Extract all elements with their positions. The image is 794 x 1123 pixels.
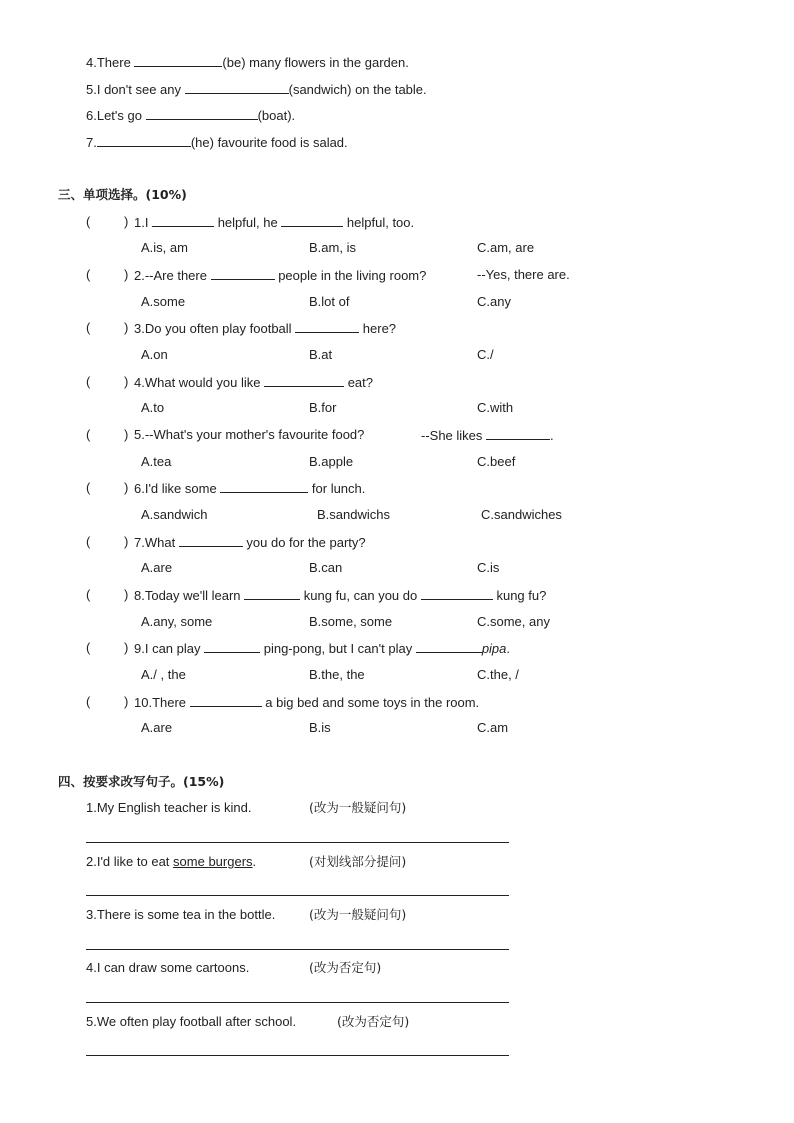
question-text: 2.--Are there [134,268,211,283]
option-a[interactable]: A.tea [141,454,172,469]
fill-item-text: 4.There [86,55,135,70]
question-text: pipa [481,641,507,656]
paren-close: ) [124,480,129,495]
option-c[interactable]: C.with [477,400,514,415]
question-text: people in the living room? [274,268,427,283]
paren-close: ) [124,534,129,549]
paren-close: ) [124,267,129,282]
paren-open: ( [86,427,91,442]
rewrite-text: 2.I'd like to eat [86,854,174,869]
answer-blank[interactable] [416,640,482,653]
question-text: helpful, he [214,215,282,230]
rewrite-instruction: (对划线部分提问) [309,854,407,869]
answer-blank[interactable] [146,107,258,120]
option-b[interactable]: B.can [309,560,343,575]
fill-item-text: (sandwich) on the table. [288,82,427,97]
answer-line[interactable] [86,949,509,950]
option-a[interactable]: A./ , the [141,667,186,682]
rewrite-instruction: (改为一般疑问句) [309,800,407,815]
rewrite-instruction: (改为一般疑问句) [309,907,407,922]
option-a[interactable]: A.to [141,400,165,415]
mc-question-8 [134,587,546,604]
answer-blank[interactable] [244,587,300,600]
reply-text: --Yes, there are. [477,267,570,282]
fill-item-text: 7. [86,135,97,150]
question-text: a big bed and some toys in the room. [261,695,480,710]
option-b[interactable]: B.some, some [309,614,393,629]
mc-question-5 [134,427,364,443]
fill-item-text: (be) many flowers in the garden. [222,55,409,70]
section-title-rewrite: 四、按要求改写句子。(15%) [58,774,225,789]
fill-item-text: 6.Let's go [86,108,146,123]
answer-blank[interactable] [204,640,260,653]
option-c[interactable]: C.any [477,294,511,309]
rewrite-item-1: 1.My English teacher is kind. [86,800,252,815]
mc-question-1 [134,214,414,231]
mc-question-10 [134,694,479,711]
fill-item-6 [86,107,295,124]
option-a[interactable]: A.sandwich [141,507,208,522]
option-b[interactable]: B.for [309,400,337,415]
question-text: . [550,428,554,443]
paren-open: ( [86,267,91,282]
answer-blank[interactable] [220,480,308,493]
option-c[interactable]: C.am [477,720,509,735]
option-c[interactable]: C.am, are [477,240,535,255]
rewrite-item-4: 4.I can draw some cartoons. [86,960,250,975]
option-c[interactable]: C.beef [477,454,516,469]
answer-blank[interactable] [281,214,343,227]
paren-open: ( [86,534,91,549]
question-text: 7.What [134,535,179,550]
fill-item-7 [86,134,348,151]
question-text: 1.I [134,215,153,230]
question-text: kung fu, can you do [300,588,421,603]
mc-question-9 [134,640,510,657]
answer-blank[interactable] [97,134,191,147]
answer-blank[interactable] [134,54,222,67]
option-b[interactable]: B.is [309,720,331,735]
fill-item-5 [86,81,427,98]
fill-item-4 [86,54,409,71]
option-b[interactable]: B.the, the [309,667,365,682]
option-a[interactable]: A.is, am [141,240,188,255]
question-text: --She likes [421,428,487,443]
answer-blank[interactable] [295,320,359,333]
option-b[interactable]: B.am, is [309,240,356,255]
option-c[interactable]: C.some, any [477,614,550,629]
question-text: 9.I can play [134,641,205,656]
mc-question-4 [134,374,373,391]
answer-line[interactable] [86,1002,509,1003]
answer-blank[interactable] [185,81,289,94]
fill-item-text: (boat). [257,108,296,123]
question-text: here? [359,321,397,336]
paren-close: ) [124,427,129,442]
question-text: kung fu? [492,588,547,603]
option-c[interactable]: C./ [477,347,494,362]
option-c[interactable]: C.is [477,560,500,575]
rewrite-item-3: 3.There is some tea in the bottle. [86,907,276,922]
option-b[interactable]: B.sandwichs [317,507,390,522]
option-b[interactable]: B.at [309,347,333,362]
question-text: 10.There [134,695,190,710]
answer-blank[interactable] [421,587,493,600]
question-text: 4.What would you like [134,375,265,390]
paren-close: ) [124,214,129,229]
paren-open: ( [86,214,91,229]
underlined-phrase: some burgers [173,854,253,869]
section-title-multiple-choice: 三、单项选择。(10%) [58,187,187,202]
question-text: 6.I'd like some [134,481,221,496]
reply-text [421,427,554,444]
question-text: . [506,641,511,656]
option-a[interactable]: A.some [141,294,186,309]
paren-open: ( [86,374,91,389]
question-text: ping-pong, but I can't play [260,641,416,656]
answer-blank[interactable] [152,214,214,227]
paren-open: ( [86,320,91,335]
answer-blank[interactable] [264,374,344,387]
paren-close: ) [124,640,129,655]
paren-open: ( [86,587,91,602]
paren-open: ( [86,694,91,709]
option-a[interactable]: A.on [141,347,168,362]
option-b[interactable]: B.apple [309,454,354,469]
question-text: eat? [344,375,373,390]
option-a[interactable]: A.are [141,720,173,735]
question-text: you do for the party? [242,535,366,550]
answer-line[interactable] [86,1055,509,1056]
rewrite-instruction: (改为否定句) [337,1014,410,1029]
paren-close: ) [124,320,129,335]
paren-open: ( [86,480,91,495]
mc-question-6 [134,480,365,497]
rewrite-item-5: 5.We often play football after school. [86,1014,297,1029]
question-text: 5.--What's your mother's favourite food? [134,427,365,442]
option-c[interactable]: C.the, / [477,667,519,682]
answer-blank[interactable] [486,427,550,440]
paren-close: ) [124,694,129,709]
option-a[interactable]: A.any, some [141,614,213,629]
paren-open: ( [86,640,91,655]
rewrite-instruction: (改为否定句) [309,960,382,975]
mc-question-3 [134,320,396,337]
mc-question-7 [134,534,366,551]
answer-line[interactable] [86,895,509,896]
option-c[interactable]: C.sandwiches [481,507,562,522]
answer-blank[interactable] [211,267,275,280]
rewrite-item-2 [86,854,256,870]
question-text: 8.Today we'll learn [134,588,245,603]
option-a[interactable]: A.are [141,560,173,575]
option-b[interactable]: B.lot of [309,294,350,309]
paren-close: ) [124,374,129,389]
question-text: for lunch. [308,481,366,496]
answer-blank[interactable] [190,694,262,707]
question-text: 3.Do you often play football [134,321,296,336]
mc-question-2 [134,267,426,284]
paren-close: ) [124,587,129,602]
answer-blank[interactable] [179,534,243,547]
rewrite-text: . [252,854,257,869]
question-text: helpful, too. [343,215,415,230]
answer-line[interactable] [86,842,509,843]
fill-item-text: (he) favourite food is salad. [190,135,348,150]
fill-item-text: 5.I don't see any [86,82,185,97]
